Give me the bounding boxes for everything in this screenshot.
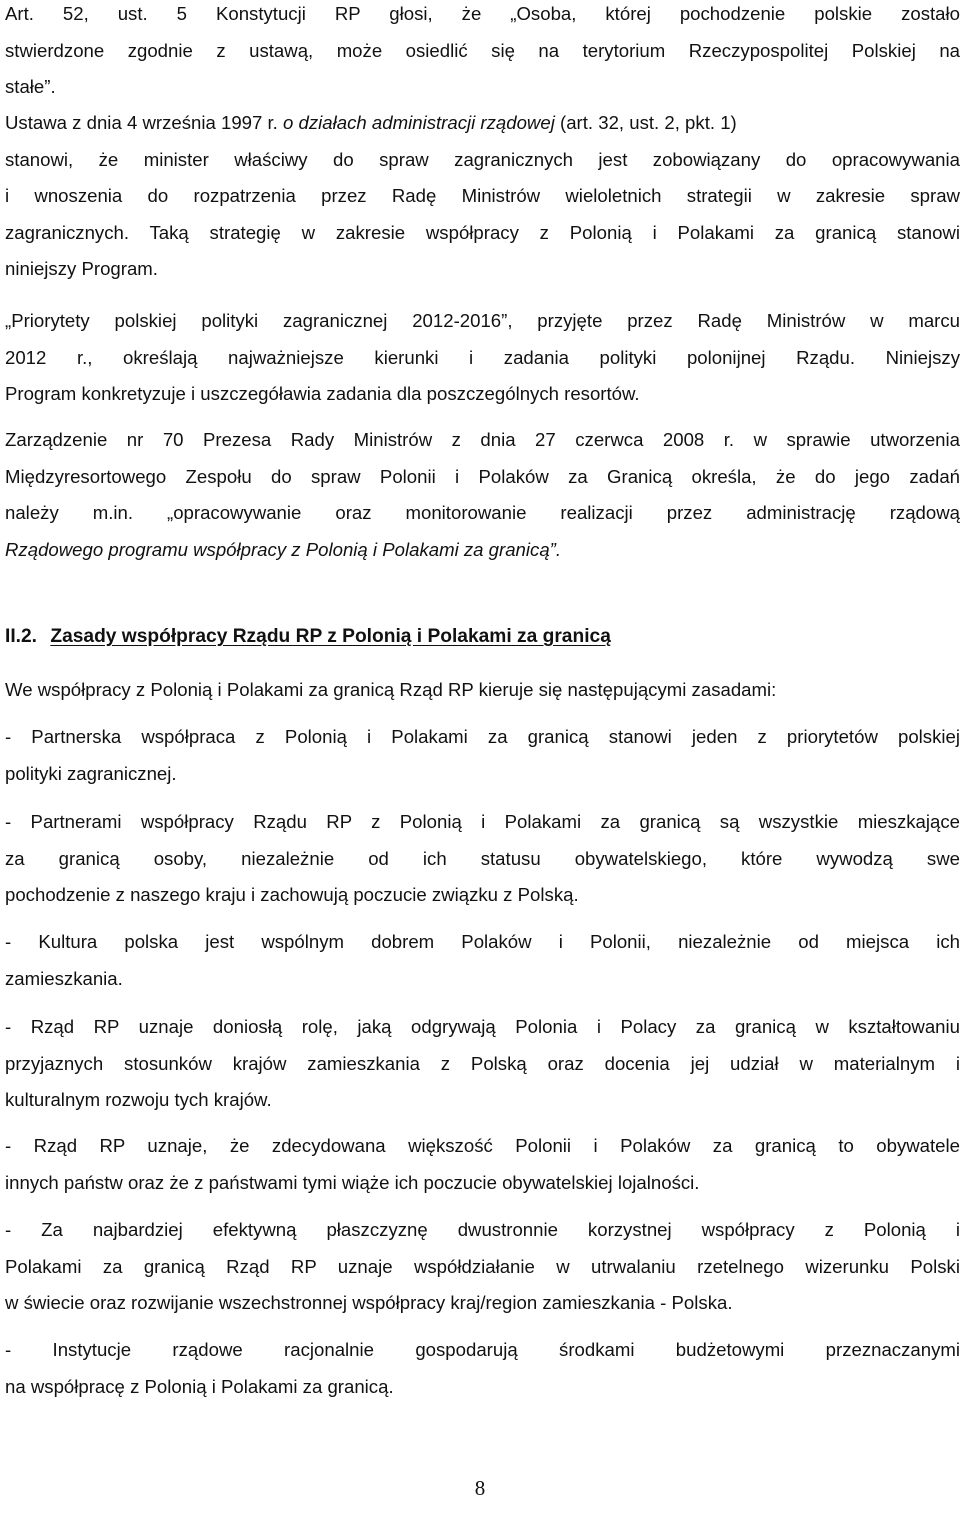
list-item xyxy=(5,804,960,914)
text-line: - Kultura polska jest wspólnym dobrem Polaków i Polonii, niezależnie od miejsca ich xyxy=(5,931,960,952)
text-line: Zarządzenie nr 70 Prezesa Rady Ministrów z dnia 27 czerwca 2008 r. w sprawie utworzenia xyxy=(5,429,960,450)
act-reference: (art. 32, ust. 2, pkt. 1) xyxy=(554,112,737,133)
text-line: - Instytucje rządowe racjonalnie gospodarują środkami budżetowymi przeznaczanymi xyxy=(5,1339,960,1360)
act-name: Ustawa z dnia 4 września 1997 r. xyxy=(5,112,284,133)
list-item xyxy=(5,1212,960,1322)
text-line: Polakami za granicą Rząd RP uznaje współdziałanie w utrwalaniu rzetelnego wizerunku Polski xyxy=(5,1255,960,1277)
text-line: niniejszy Program. xyxy=(5,258,158,279)
text-line: 2012 r., określają najważniejsze kierunki i zadania polityki polonijnej Rządu. Niniejszy xyxy=(5,346,960,368)
paragraph-constitution xyxy=(5,0,960,106)
text-line: stwierdzone zgodnie z ustawą, może osiedlić się na terytorium Rzeczypospolitej Polskiej na xyxy=(5,39,960,61)
intro-paragraph xyxy=(5,672,960,709)
text-line: polityki zagranicznej. xyxy=(5,762,177,784)
text-line: We współpracy z Polonią i Polakami za granicą Rząd RP kieruje się następującymi zasadami: xyxy=(5,679,777,700)
text-line: - Partnerami współpracy Rządu RP z Polonią i Polakami za granicą są wszystkie mieszkające xyxy=(5,811,960,832)
list-item xyxy=(5,1332,960,1405)
text-line: kulturalnym rozwoju tych krajów. xyxy=(5,1089,272,1110)
text-line: w świecie oraz rozwijanie wszechstronnej współpracy kraj/region zamieszkania - Polska. xyxy=(5,1292,733,1313)
text-line: na współpracę z Polonią i Polakami za granicą. xyxy=(5,1375,394,1397)
text-line: Rządowego programu współpracy z Polonią i Polakami za granicą”. xyxy=(5,538,562,560)
text-line: - Partnerska współpraca z Polonią i Polakami za granicą stanowi jeden z priorytetów polskiej xyxy=(5,726,960,747)
act-title: o działach administracji rządowej xyxy=(283,112,555,133)
section-number: II.2. xyxy=(5,626,37,647)
section-heading xyxy=(5,626,611,648)
text-line: zagranicznych. Taką strategię w zakresie współpracy z Polonią i Polakami za granicą stanowi xyxy=(5,221,960,243)
text-line: - Rząd RP uznaje doniosłą rolę, jaką odgrywają Polonia i Polacy za granicą w kształtowaniu xyxy=(5,1016,960,1037)
text-line: przyjaznych stosunków krajów zamieszkania z Polską oraz docenia jej udział w materialnym i xyxy=(5,1052,960,1074)
text-line: i wnoszenia do rozpatrzenia przez Radę Ministrów wieloletnich strategii w zakresie spraw xyxy=(5,185,960,206)
text-line: stanowi, że minister właściwy do spraw zagranicznych jest zobowiązany do opracowywania xyxy=(5,148,960,170)
text-line: - Rząd RP uznaje, że zdecydowana większość Polonii i Polaków za granicą to obywatele xyxy=(5,1135,960,1156)
text-line: stałe”. xyxy=(5,76,56,97)
paragraph-priorities xyxy=(5,303,960,413)
text-line: „Priorytety polskiej polityki zagranicznej 2012-2016”, przyjęte przez Radę Ministrów w marcu xyxy=(5,310,960,331)
text-line: zamieszkania. xyxy=(5,967,123,989)
section-title: Zasady współpracy Rządu RP z Polonią i Polakami za granicą xyxy=(50,626,611,647)
text-line: Program konkretyzuje i uszczegóławia zadania dla poszczególnych resortów. xyxy=(5,383,640,404)
text-line: Art. 52, ust. 5 Konstytucji RP głosi, że „Osoba, której pochodzenie polskie zostało xyxy=(5,3,960,24)
list-item xyxy=(5,1009,960,1119)
list-item xyxy=(5,719,960,792)
paragraph-act xyxy=(5,105,960,288)
text-line: za granicą osoby, niezależnie od ich statusu obywatelskiego, które wywodzą swe xyxy=(5,847,960,869)
page-number: 8 xyxy=(474,1476,486,1500)
text-line: innych państw oraz że z państwami tymi wiąże ich poczucie obywatelskiej lojalności. xyxy=(5,1171,700,1193)
list-item xyxy=(5,1128,960,1201)
text-line: należy m.in. „opracowywanie oraz monitorowanie realizacji przez administrację rządową xyxy=(5,502,960,523)
text-line: - Za najbardziej efektywną płaszczyznę dwustronnie korzystnej współpracy z Polonią i xyxy=(5,1219,960,1240)
list-item xyxy=(5,924,960,997)
text-line: pochodzenie z naszego kraju i zachowują poczucie związku z Polską. xyxy=(5,884,579,905)
paragraph-ordinance xyxy=(5,422,960,568)
text-line: Międzyresortowego Zespołu do spraw Polonii i Polaków za Granicą określa, że do jego zadań xyxy=(5,465,960,487)
text-line xyxy=(5,105,960,142)
